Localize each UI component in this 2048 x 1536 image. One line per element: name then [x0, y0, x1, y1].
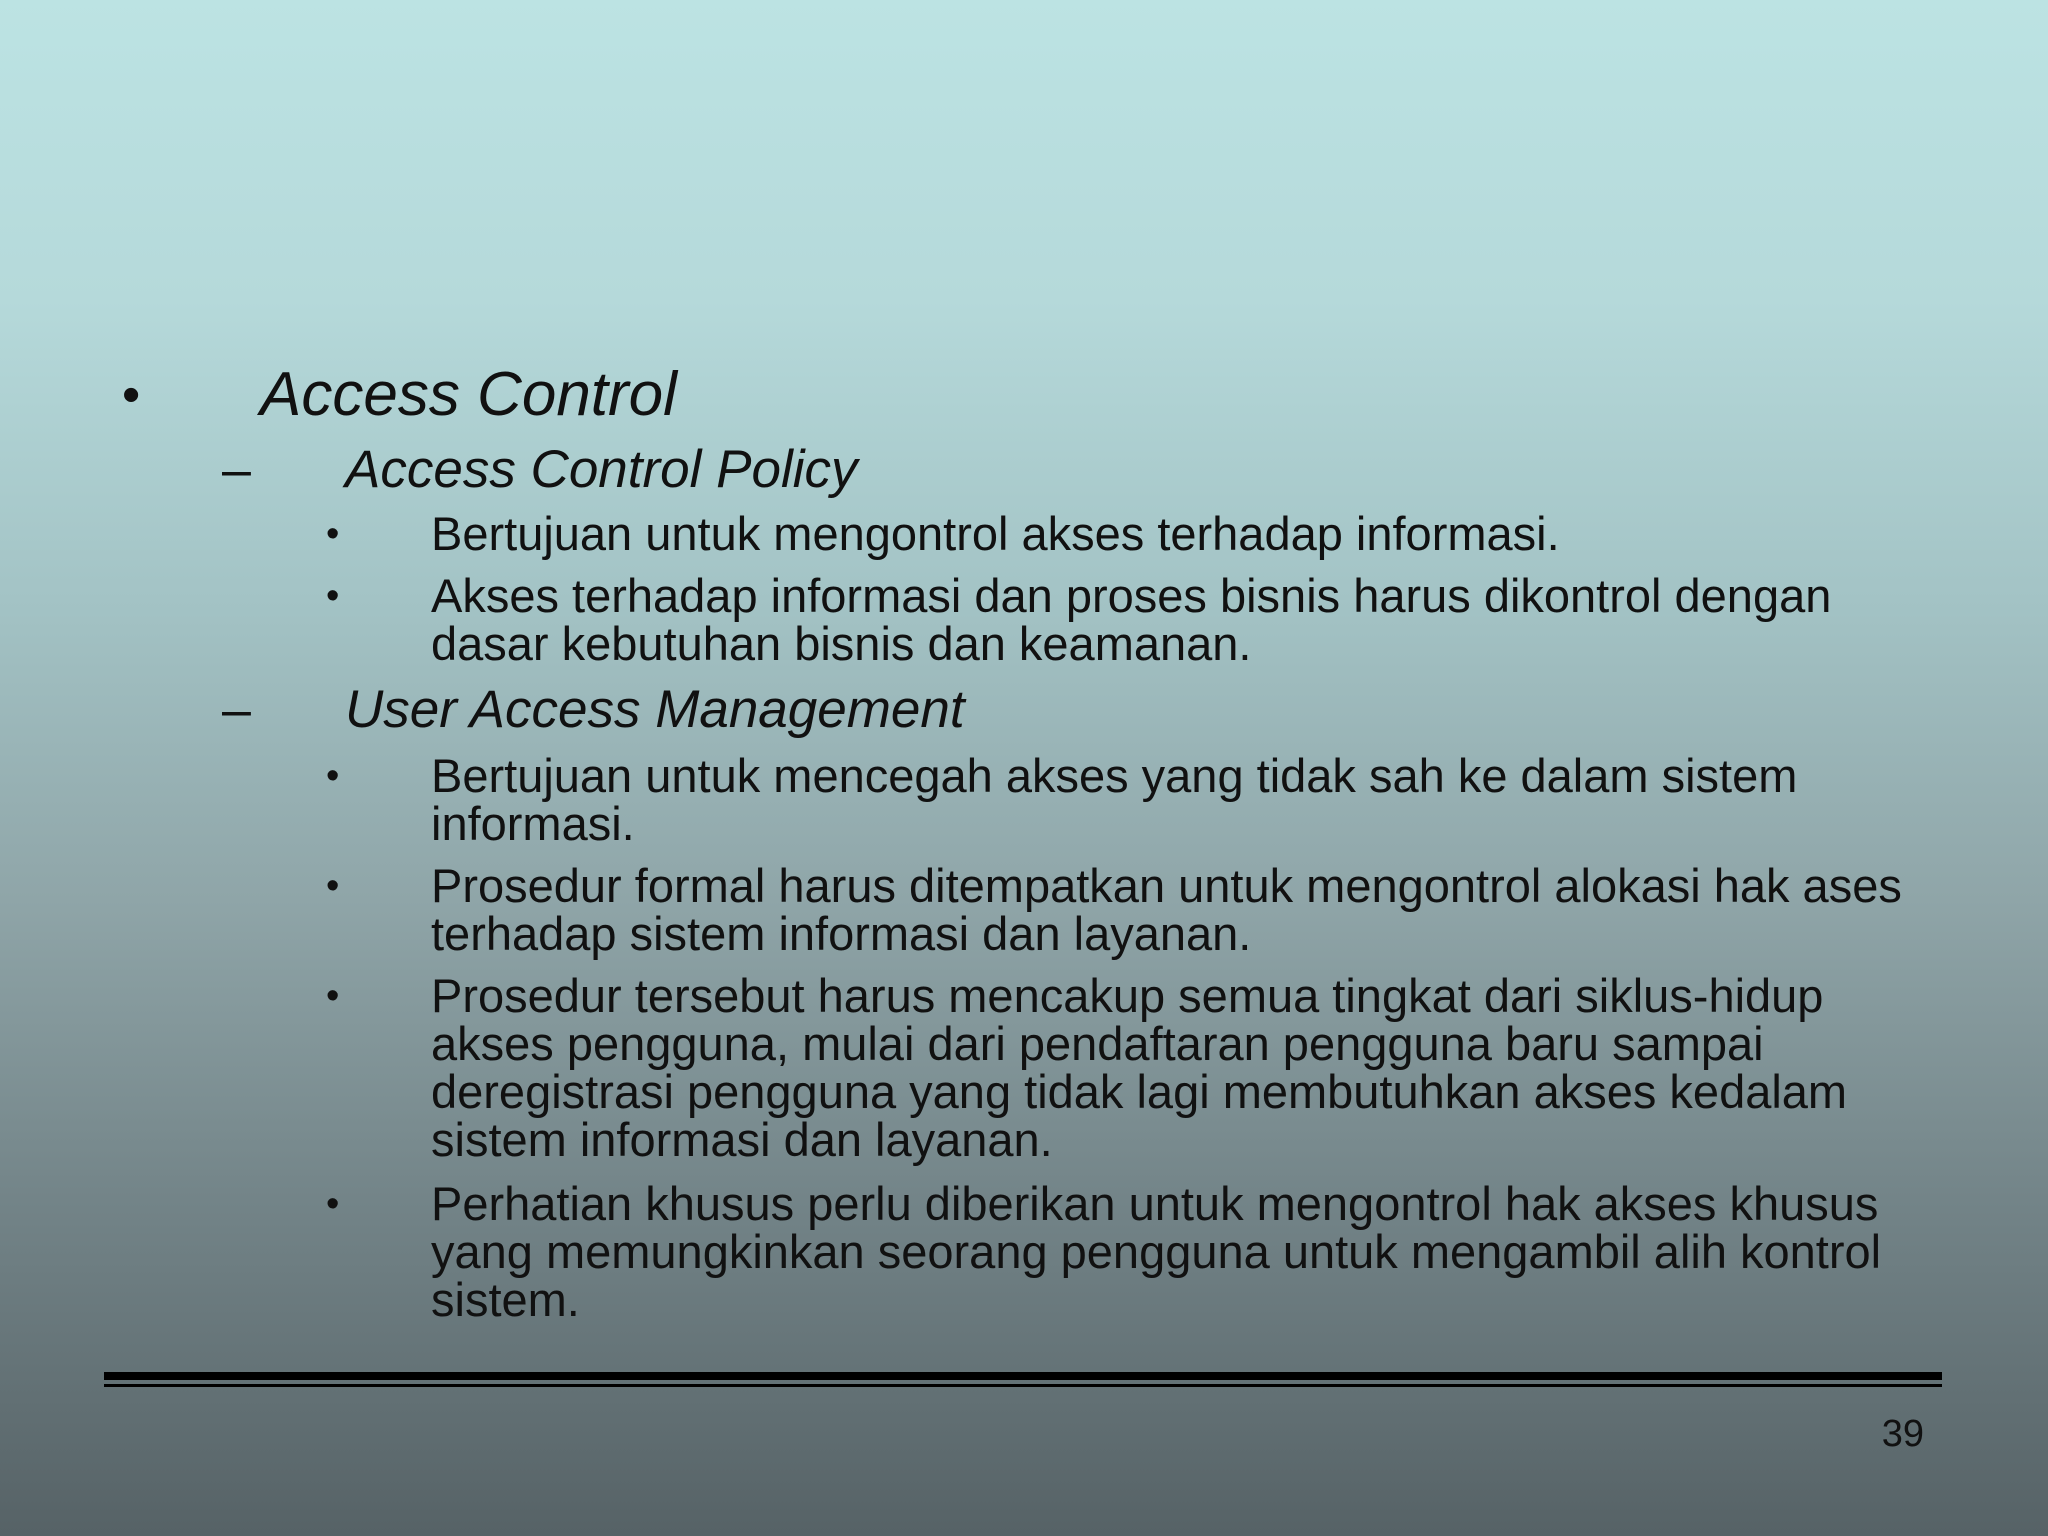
- section-title: Access Control Policy: [345, 440, 858, 499]
- bullet-icon: •: [326, 1183, 340, 1225]
- list-item-text: Bertujuan untuk mengontrol akses terhadap informasi.: [431, 507, 1560, 560]
- slide-heading: Access Control: [260, 360, 677, 429]
- section-title: User Access Management: [345, 680, 965, 739]
- list-item-text: Bertujuan untuk mencegah akses yang tidak sah ke dalam sistem informasi.: [431, 749, 1798, 850]
- dash-icon: –: [222, 681, 251, 739]
- list-item-text: Prosedur formal harus ditempatkan untuk mengontrol alokasi hak ases terhadap sistem informasi dan layanan.: [431, 859, 1902, 960]
- bullet-icon: •: [326, 975, 340, 1017]
- footer-divider-thin: [104, 1384, 1942, 1387]
- list-item-text: Prosedur tersebut harus mencakup semua tingkat dari siklus-hidup akses pengguna, mulai dari pendaftaran pengguna baru sampai deregistrasi pengguna yang tidak lagi membutuhkan akses kedalam sistem informasi dan layanan.: [431, 969, 1848, 1166]
- bullet-icon: •: [326, 865, 340, 907]
- bullet-icon: •: [326, 513, 340, 555]
- bullet-icon: •: [326, 755, 340, 797]
- list-item-text: Perhatian khusus perlu diberikan untuk mengontrol hak akses khusus yang memungkinkan seorang pengguna untuk mengambil alih kontrol sistem.: [431, 1177, 1882, 1326]
- bullet-icon: •: [326, 575, 340, 617]
- dash-icon: –: [222, 441, 251, 499]
- bullet-icon: •: [122, 366, 141, 424]
- footer-divider: [104, 1372, 1942, 1380]
- page-number: 39: [1881, 1413, 1924, 1455]
- list-item-text: Akses terhadap informasi dan proses bisnis harus dikontrol dengan dasar kebutuhan bisnis dan keamanan.: [431, 569, 1832, 670]
